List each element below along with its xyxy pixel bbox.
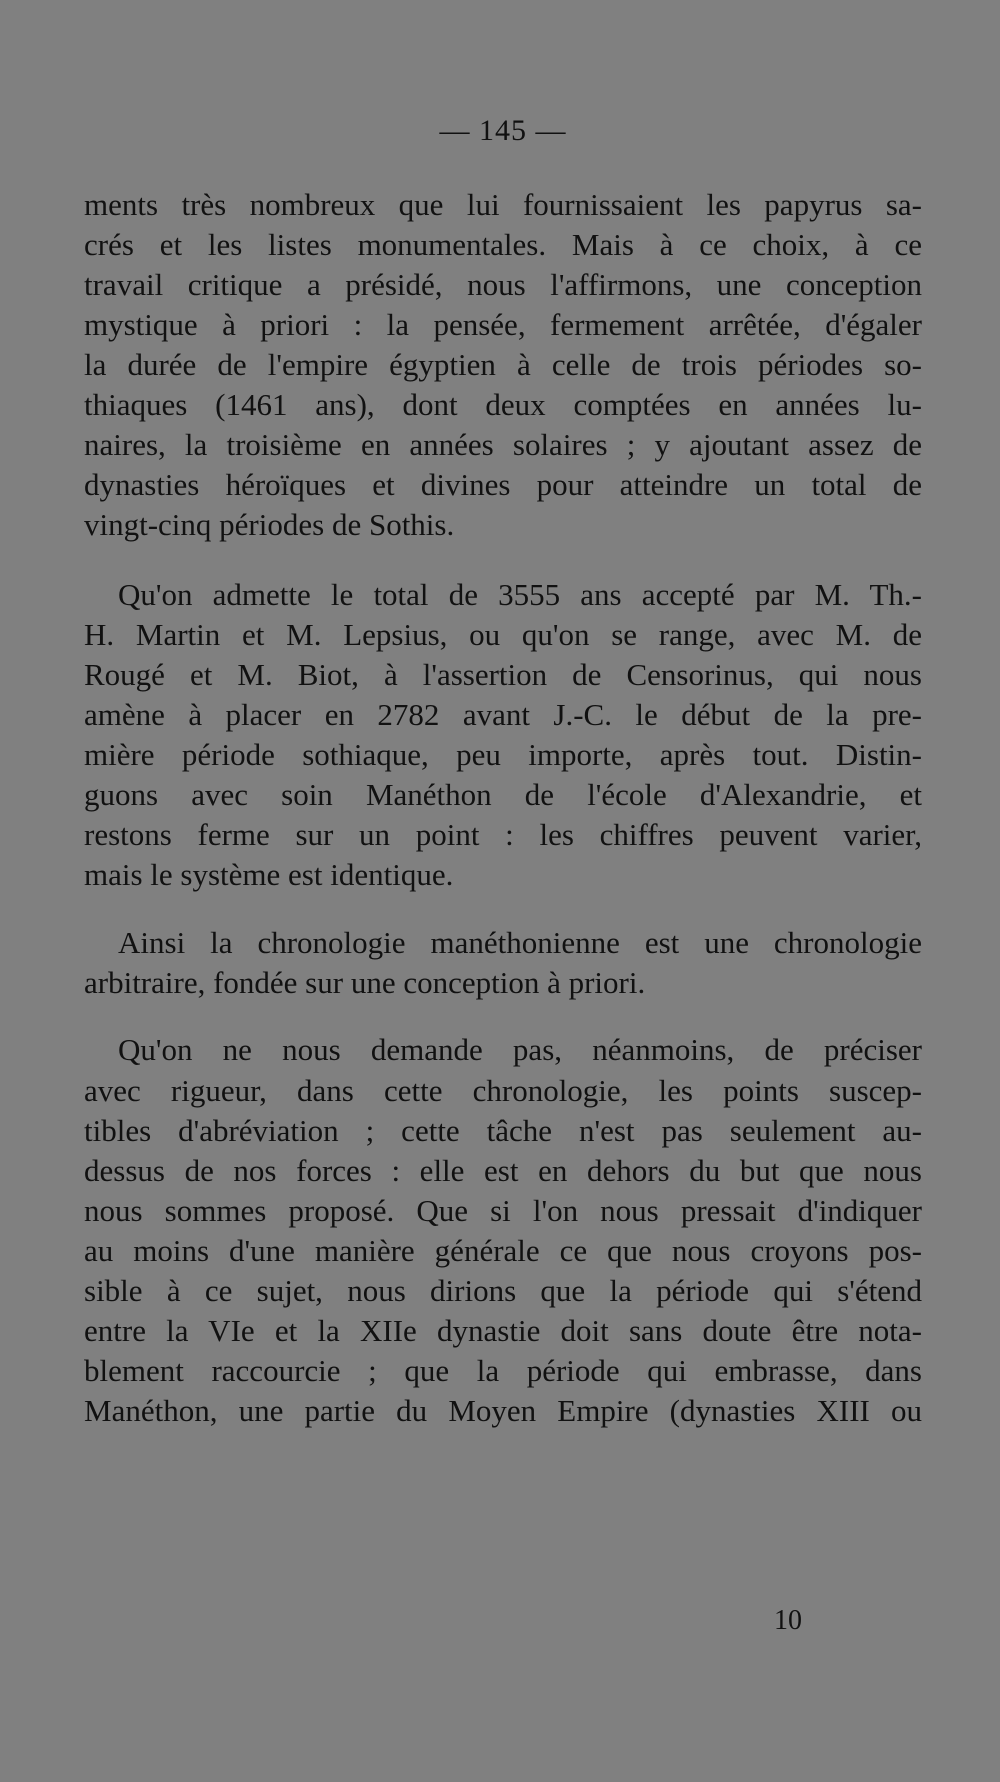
- book-page: [84, 0, 922, 1782]
- text-line: dynasties héroïques et divines pour atteindre un total de: [84, 467, 922, 502]
- text-line: H. Martin et M. Lepsius, ou qu'on se range, avec M. de: [84, 617, 922, 652]
- page-number: — 145 —: [439, 114, 567, 147]
- text-line: Ainsi la chronologie manéthonienne est une chronologie: [118, 925, 922, 960]
- text-line: thiaques (1461 ans), dont deux comptées en années lu-: [84, 387, 922, 422]
- text-line: arbitraire, fondée sur une conception à priori.: [84, 965, 646, 1000]
- text-line: mais le système est identique.: [84, 857, 454, 892]
- text-line: crés et les listes monumentales. Mais à ce choix, à ce: [84, 227, 922, 262]
- text-line: avec rigueur, dans cette chronologie, les points suscep-: [84, 1073, 922, 1108]
- text-line: Qu'on admette le total de 3555 ans accepté par M. Th.-: [118, 577, 922, 612]
- text-line: Rougé et M. Biot, à l'assertion de Censorinus, qui nous: [84, 657, 922, 692]
- text-line: travail critique a présidé, nous l'affirmons, une conception: [84, 267, 922, 302]
- text-line: dessus de nos forces : elle est en dehors du but que nous: [84, 1153, 922, 1188]
- text-line: guons avec soin Manéthon de l'école d'Alexandrie, et: [84, 777, 922, 812]
- text-line: mystique à priori : la pensée, fermement arrêtée, d'égaler: [84, 307, 922, 342]
- text-line: entre la VIe et la XIIe dynastie doit sans doute être nota-: [84, 1313, 922, 1348]
- text-line: amène à placer en 2782 avant J.-C. le début de la pre-: [84, 697, 922, 732]
- text-line: ments très nombreux que lui fournissaient les papyrus sa-: [84, 187, 922, 222]
- text-line: au moins d'une manière générale ce que nous croyons pos-: [84, 1233, 922, 1268]
- text-line: Manéthon, une partie du Moyen Empire (dynasties XIII ou: [84, 1393, 922, 1428]
- text-line: tibles d'abréviation ; cette tâche n'est pas seulement au-: [84, 1113, 922, 1148]
- text-line: Qu'on ne nous demande pas, néanmoins, de préciser: [118, 1032, 922, 1067]
- text-line: la durée de l'empire égyptien à celle de trois périodes so-: [84, 347, 922, 382]
- text-line: nous sommes proposé. Que si l'on nous pressait d'indiquer: [84, 1193, 922, 1228]
- text-line: naires, la troisième en années solaires ; y ajoutant assez de: [84, 427, 922, 462]
- text-line: sible à ce sujet, nous dirions que la période qui s'étend: [84, 1273, 922, 1308]
- text-line: restons ferme sur un point : les chiffres peuvent varier,: [84, 817, 922, 852]
- text-line: vingt-cinq périodes de Sothis.: [84, 507, 455, 542]
- text-line: blement raccourcie ; que la période qui embrasse, dans: [84, 1353, 922, 1388]
- text-line: mière période sothiaque, peu importe, après tout. Distin-: [84, 737, 922, 772]
- signature-mark: 10: [774, 1605, 802, 1636]
